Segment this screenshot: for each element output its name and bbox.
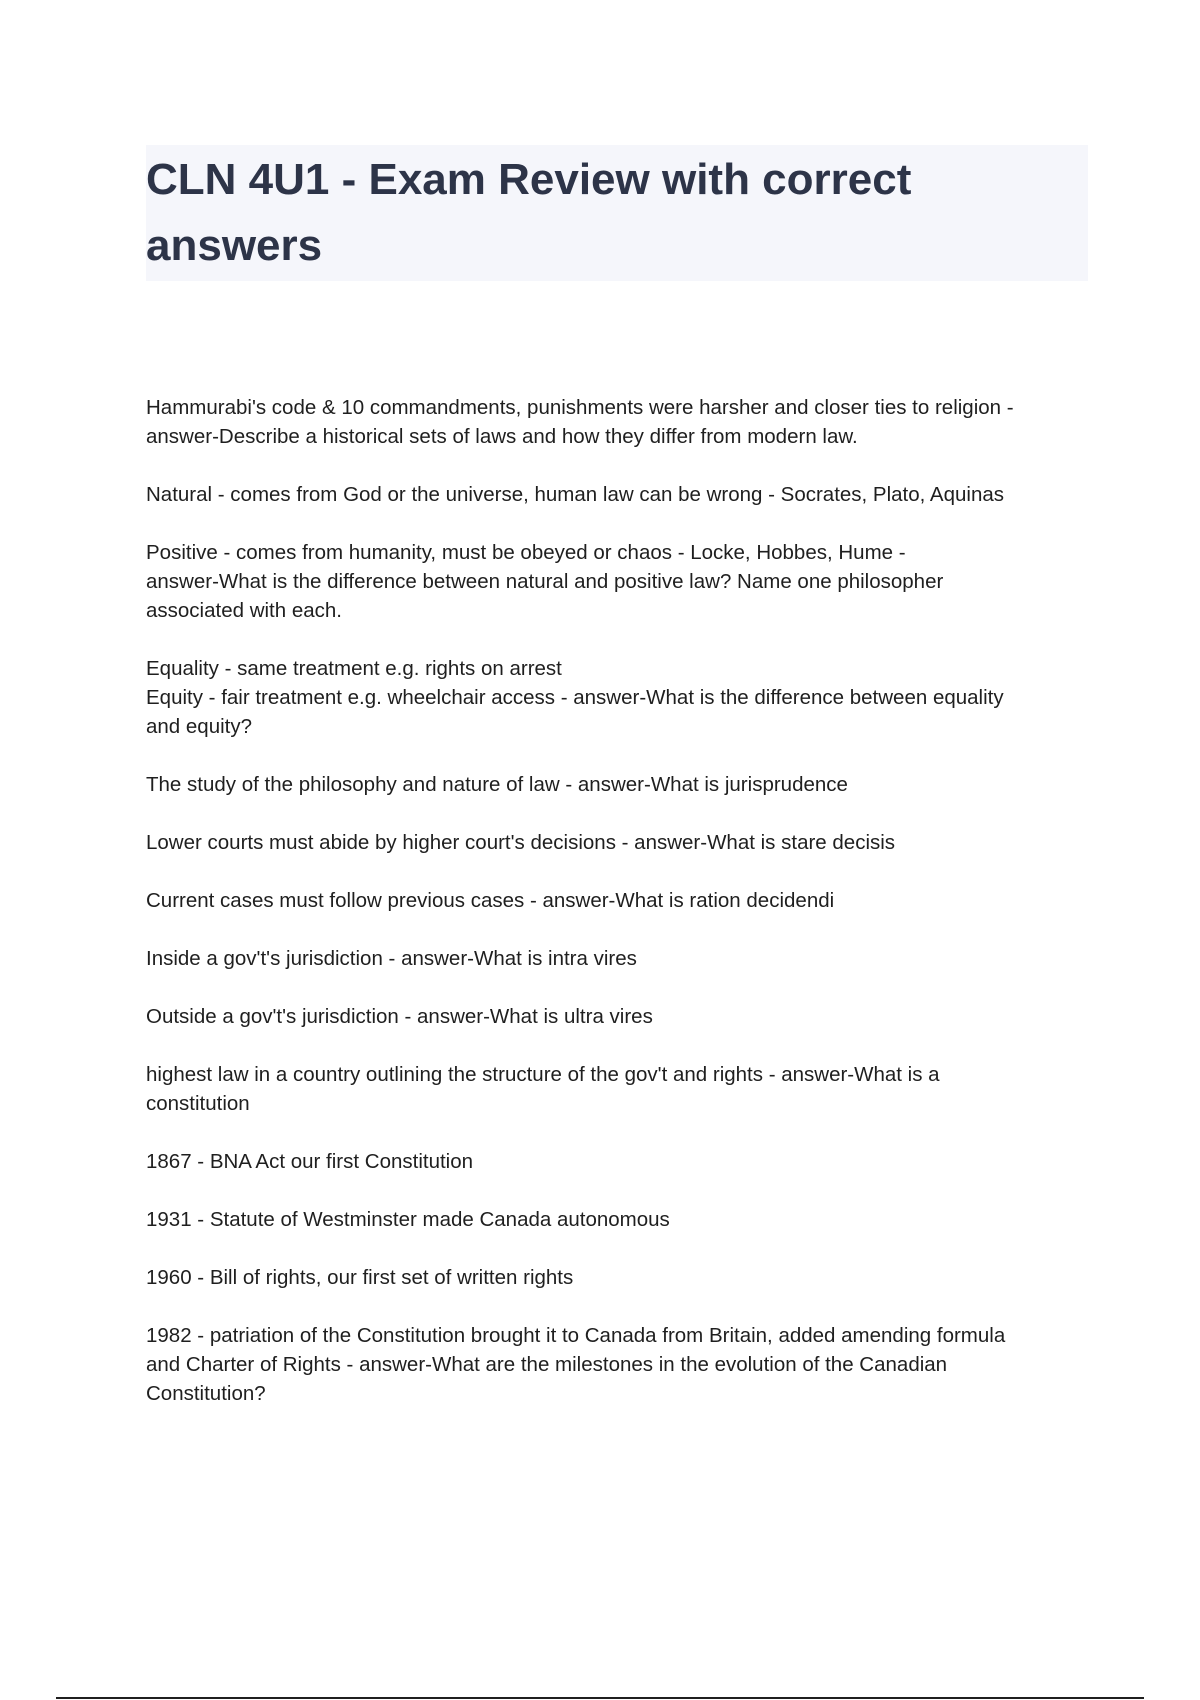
qa-entry — [146, 393, 1091, 451]
entry-line: Constitution? — [146, 1382, 266, 1405]
entry-line: Hammurabi's code & 10 commandments, punishments were harsher and closer ties to religion - — [146, 396, 1014, 419]
document-title-line: answers — [146, 221, 323, 270]
qa-entry — [146, 1002, 1091, 1031]
entry-line: Natural - comes from God or the universe, human law can be wrong - Socrates, Plato, Aquinas — [146, 483, 1004, 506]
entry-line: 1960 - Bill of rights, our first set of written rights — [146, 1266, 574, 1289]
qa-entry — [146, 828, 1091, 857]
qa-entry — [146, 480, 1091, 509]
entry-line: Equity - fair treatment e.g. wheelchair access - answer-What is the difference between equality — [146, 686, 1004, 709]
qa-list — [146, 393, 1091, 1437]
qa-entry — [146, 1205, 1091, 1234]
entry-line: Equality - same treatment e.g. rights on arrest — [146, 657, 562, 680]
qa-entry — [146, 1060, 1091, 1118]
footer-divider — [56, 1697, 1144, 1699]
entry-line: Current cases must follow previous cases - answer-What is ration decidendi — [146, 889, 835, 912]
entry-line: Outside a gov't's jurisdiction - answer-What is ultra vires — [146, 1005, 653, 1028]
entry-line: Positive - comes from humanity, must be obeyed or chaos - Locke, Hobbes, Hume - — [146, 541, 906, 564]
qa-entry — [146, 770, 1091, 799]
entry-line: The study of the philosophy and nature of law - answer-What is jurisprudence — [146, 773, 848, 796]
entry-line: and Charter of Rights - answer-What are the milestones in the evolution of the Canadian — [146, 1353, 948, 1376]
qa-entry — [146, 538, 1091, 625]
entry-line: 1931 - Statute of Westminster made Canada autonomous — [146, 1208, 670, 1231]
qa-entry — [146, 1321, 1091, 1408]
entry-line: highest law in a country outlining the structure of the gov't and rights - answer-What is a — [146, 1063, 940, 1086]
entry-line: associated with each. — [146, 599, 343, 622]
qa-entry — [146, 1263, 1091, 1292]
entry-line: 1867 - BNA Act our first Constitution — [146, 1150, 474, 1173]
entry-line: constitution — [146, 1092, 250, 1115]
document-title — [146, 147, 1088, 279]
entry-line: answer-Describe a historical sets of laws and how they differ from modern law. — [146, 425, 858, 448]
entry-line: answer-What is the difference between natural and positive law? Name one philosopher — [146, 570, 944, 593]
entry-line: Inside a gov't's jurisdiction - answer-What is intra vires — [146, 947, 637, 970]
title-band — [146, 145, 1088, 281]
entry-line: Lower courts must abide by higher court's decisions - answer-What is stare decisis — [146, 831, 896, 854]
qa-entry — [146, 1147, 1091, 1176]
qa-entry — [146, 654, 1091, 741]
qa-entry — [146, 944, 1091, 973]
qa-entry — [146, 886, 1091, 915]
entry-line: and equity? — [146, 715, 253, 738]
entry-line: 1982 - patriation of the Constitution brought it to Canada from Britain, added amending formula — [146, 1324, 1006, 1347]
document-title-line: CLN 4U1 - Exam Review with correct — [146, 155, 912, 204]
